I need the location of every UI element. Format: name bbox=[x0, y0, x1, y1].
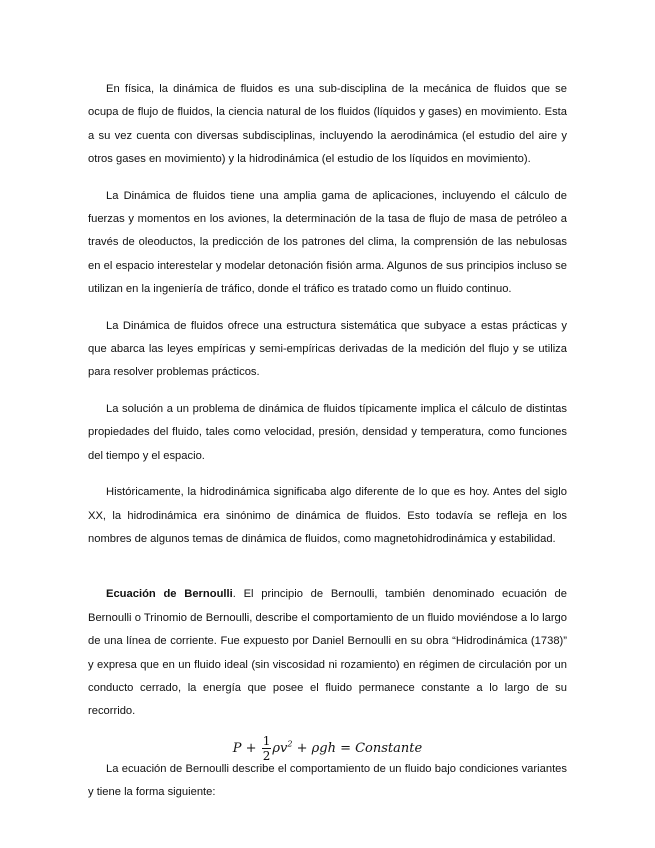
formula-intro: La ecuación de Bernoulli describe el comportamiento de un fluido bajo condiciones variantes y tiene la forma siguiente: bbox=[88, 762, 567, 799]
equation-tail: + ρgh = Constante bbox=[292, 741, 423, 756]
bernoulli-paragraph bbox=[88, 583, 567, 723]
equation-exponent: 2 bbox=[287, 739, 293, 749]
paragraph-5: Históricamente, la hidrodinámica significaba algo diferente de lo que es hoy. Antes del siglo XX, la hidrodinámica era sinónimo de dinámica de fluidos. Esto todavía se refleja en los nombres de algunos temas de dinámica de fluidos, como magnetohidrodinámica y estabilidad. bbox=[88, 486, 567, 545]
fraction-denominator: 2 bbox=[262, 749, 271, 763]
paragraph-1: En física, la dinámica de fluidos es una sub-disciplina de la mecánica de fluidos que se ocupa de flujo de fluidos, la ciencia natural de los fluidos (líquidos y gases) en movimiento. Esta a su vez cuenta con diversas subdisciplinas, incluyendo la aerodinámica (el estudio del aire y otros gases en movimiento) y la hidrodinámica (el estudio de los líquidos en movimiento). bbox=[88, 83, 567, 166]
bernoulli-text: . El principio de Bernoulli, también denominado ecuación de Bernoulli o Trinomio de Bernoulli, describe el comportamiento de un fluido moviéndose a lo largo de una línea de corriente. Fue expuesto por Daniel Bernoulli en su obra “Hidrodinámica (1738)” y expresa que en un fluido ideal (sin viscosidad ni rozamiento) en régimen de circulación por un conducto cerrado, la energía que posee el fluido permanece constante a lo largo de su recorrido. bbox=[88, 588, 567, 718]
equation-kinetic: ρv bbox=[272, 741, 288, 756]
paragraph-4: La solución a un problema de dinámica de fluidos típicamente implica el cálculo de distintas propiedades del fluido, tales como velocidad, presión, densidad y temperatura, como funciones del tiempo y el espacio. bbox=[88, 402, 567, 462]
paragraph-2: La Dinámica de fluidos tiene una amplia gama de aplicaciones, incluyendo el cálculo de fuerzas y momentos en los aviones, la determinación de la tasa de flujo de masa de petróleo a través de oleoductos, la predicción de los patrones del clima, la comprensión de las nebulosas en el espacio interestelar y modelar detonación fisión arma. Algunos de sus principios incluso se utilizan en la ingeniería de tráfico, donde el tráfico es tratado como un fluido continuo. bbox=[88, 189, 567, 296]
paragraph-3: La Dinámica de fluidos ofrece una estructura sistemática que subyace a estas prácticas y que abarca las leyes empíricas y semi-empíricas derivadas de la medición del flujo y se utiliza para resolver problemas prácticos. bbox=[88, 319, 567, 379]
fraction-numerator: 1 bbox=[262, 734, 271, 748]
bernoulli-equation bbox=[0, 734, 655, 763]
equation-fraction bbox=[262, 734, 272, 763]
bernoulli-heading: Ecuación de Bernoulli bbox=[106, 588, 233, 601]
equation-pressure: P + bbox=[232, 741, 257, 756]
